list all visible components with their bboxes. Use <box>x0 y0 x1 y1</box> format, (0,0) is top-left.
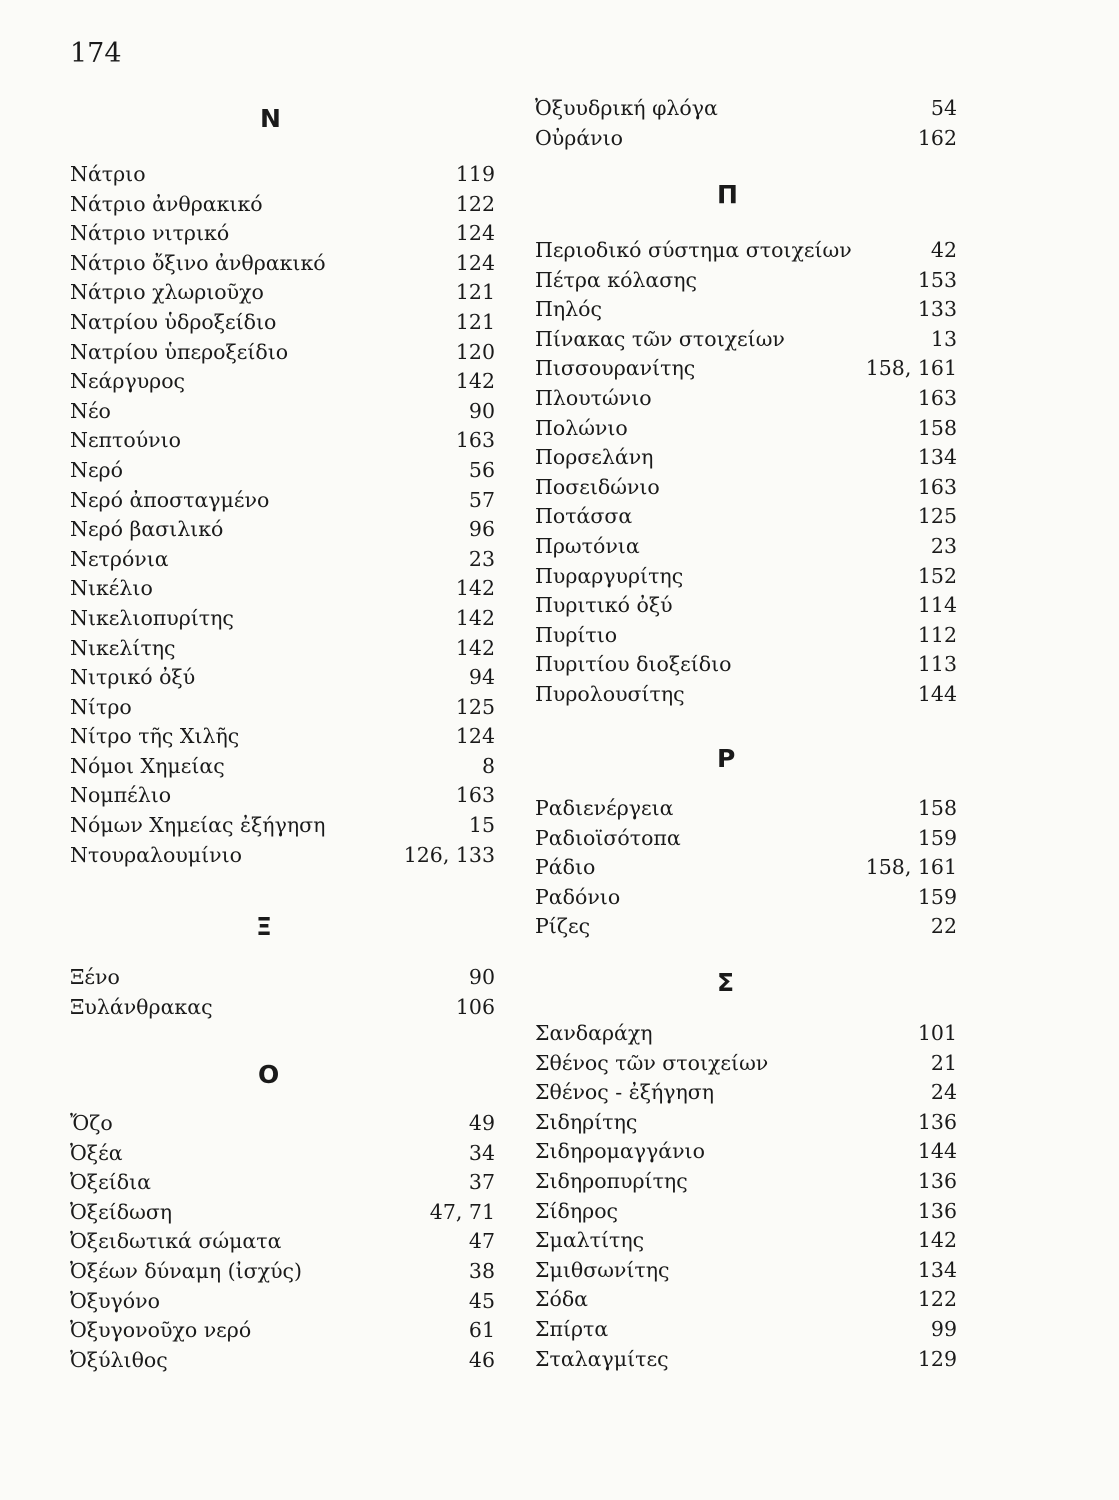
index-term: Νέο <box>70 398 111 423</box>
index-page-refs: 106 <box>455 994 495 1019</box>
index-entry <box>70 1316 495 1346</box>
index-term: Ὀξύλιθος <box>70 1347 168 1372</box>
index-page-refs: 124 <box>455 221 495 246</box>
index-entry <box>535 1345 957 1375</box>
index-page-refs: 47, 71 <box>429 1199 495 1224</box>
index-page-refs: 158, 161 <box>865 356 957 381</box>
index-term: Πυραργυρίτης <box>535 563 684 588</box>
index-page-refs: 112 <box>917 622 957 647</box>
index-term: Σπίρτα <box>535 1316 609 1341</box>
index-page-refs: 158 <box>917 796 957 820</box>
index-entry <box>535 414 957 444</box>
index-entry <box>535 883 957 913</box>
section-letter-xi: Ξ <box>256 912 272 941</box>
index-page-refs: 45 <box>468 1288 495 1313</box>
index-term: Νετρόνια <box>70 546 169 571</box>
index-entry <box>535 621 957 651</box>
index-term: Ποτάσσα <box>535 504 633 529</box>
index-page-refs: 23 <box>930 533 957 558</box>
index-entry <box>535 591 957 621</box>
index-entry <box>535 1256 957 1286</box>
index-term: Πυρίτιο <box>535 622 618 647</box>
index-page-refs: 56 <box>468 457 495 482</box>
index-entry <box>535 912 957 942</box>
index-term: Νικελίτης <box>70 635 176 660</box>
index-entry <box>535 266 957 296</box>
index-term: Ποσειδώνιο <box>535 474 660 499</box>
index-term: Νατρίου ὑδροξείδιο <box>70 309 277 334</box>
index-term: Πέτρα κόλασης <box>535 267 697 292</box>
index-entry <box>70 367 495 397</box>
index-page-refs: 158 <box>917 415 957 440</box>
index-term: Νάτριο ὄξινο ἀνθρακικό <box>70 250 326 275</box>
index-page-refs: 22 <box>930 914 957 939</box>
index-term: Ὀξέα <box>70 1140 123 1165</box>
index-entry <box>535 824 957 854</box>
index-term: Πισσουρανίτης <box>535 356 696 381</box>
index-entry <box>70 963 495 993</box>
index-entry <box>535 853 957 883</box>
index-page-refs: 163 <box>917 385 957 410</box>
index-page-refs: 94 <box>468 665 495 690</box>
index-page-refs: 61 <box>468 1318 495 1343</box>
index-term: Νικελιοπυρίτης <box>70 605 234 630</box>
index-entry <box>535 236 957 266</box>
index-page-refs: 13 <box>930 326 957 351</box>
index-entry <box>535 1108 957 1138</box>
index-term: Νικέλιο <box>70 576 153 601</box>
index-page-refs: 163 <box>455 783 495 808</box>
index-entry <box>70 308 495 338</box>
index-term: Σμαλτίτης <box>535 1228 645 1253</box>
index-entry <box>70 1227 495 1257</box>
index-entry <box>535 794 957 824</box>
index-page-refs: 38 <box>468 1258 495 1283</box>
index-term: Πυριτίου διοξείδιο <box>535 652 732 677</box>
index-page-refs: 163 <box>455 428 495 453</box>
index-entry <box>535 1019 957 1049</box>
section-sigma-entries <box>535 1019 957 1374</box>
index-page-refs: 122 <box>917 1287 957 1312</box>
index-entry <box>70 781 495 811</box>
index-entry <box>535 650 957 680</box>
index-entry <box>70 397 495 427</box>
index-entry <box>70 811 495 841</box>
section-letter-o: O <box>258 1060 280 1089</box>
index-entry <box>70 993 495 1023</box>
index-page-refs: 134 <box>917 1257 957 1282</box>
index-page-refs: 37 <box>468 1170 495 1195</box>
section-rho-entries <box>535 794 957 942</box>
index-entry <box>535 1167 957 1197</box>
index-entry <box>70 663 495 693</box>
index-entry <box>70 1346 495 1376</box>
index-page-refs: 158, 161 <box>865 855 957 880</box>
index-page-refs: 121 <box>455 309 495 334</box>
index-page-refs: 46 <box>468 1347 495 1372</box>
index-page-refs: 101 <box>917 1021 957 1045</box>
index-entry <box>535 680 957 710</box>
index-term: Νίτρο τῆς Χιλῆς <box>70 724 240 749</box>
index-entry <box>535 1315 957 1345</box>
index-entry <box>535 1226 957 1256</box>
index-term: Ξένο <box>70 965 120 989</box>
index-entry <box>70 219 495 249</box>
section-letter-sigma: Σ <box>717 968 735 997</box>
index-page-refs: 159 <box>917 825 957 850</box>
index-entry <box>535 443 957 473</box>
index-page-refs: 49 <box>468 1111 495 1135</box>
index-term: Πρωτόνια <box>535 533 640 558</box>
index-term: Νίτρο <box>70 694 132 719</box>
index-term: Ξυλάνθρακας <box>70 994 213 1019</box>
index-page-refs: 34 <box>468 1140 495 1165</box>
section-letter-rho: P <box>717 744 736 773</box>
index-term: Σθένος τῶν στοιχείων <box>535 1050 769 1075</box>
index-term: Ὀξυυδρική φλόγα <box>535 96 718 120</box>
index-entry <box>535 1197 957 1227</box>
index-entry <box>70 841 495 871</box>
index-entry <box>70 426 495 456</box>
index-term: Νατρίου ὑπεροξείδιο <box>70 339 289 364</box>
index-term: Νομπέλιο <box>70 783 172 808</box>
index-term: Νόμοι Χημείας <box>70 753 225 778</box>
index-term: Σθένος - ἐξήγηση <box>535 1080 715 1105</box>
index-term: Πολώνιο <box>535 415 628 440</box>
index-term: Νεπτούνιο <box>70 428 182 453</box>
index-term: Πυρολουσίτης <box>535 681 685 706</box>
index-entry <box>535 562 957 592</box>
index-entry <box>70 1139 495 1169</box>
index-term: Οὐράνιο <box>535 125 624 150</box>
index-entry <box>535 94 957 124</box>
index-page-refs: 24 <box>930 1080 957 1105</box>
index-term: Νεάργυρος <box>70 369 186 394</box>
index-page-refs: 121 <box>455 280 495 305</box>
index-entry <box>70 249 495 279</box>
index-page-refs: 136 <box>917 1109 957 1134</box>
index-entry <box>70 486 495 516</box>
index-page-refs: 142 <box>455 369 495 394</box>
index-entry <box>70 190 495 220</box>
index-entry <box>70 1257 495 1287</box>
index-term: Σίδηρος <box>535 1198 619 1223</box>
index-entry <box>535 354 957 384</box>
index-term: Νάτριο χλωριοῦχο <box>70 280 264 305</box>
index-page-refs: 90 <box>468 965 495 989</box>
index-page-refs: 54 <box>930 96 957 120</box>
index-term: Νερό ἀποσταγμένο <box>70 487 270 512</box>
index-term: Πηλός <box>535 297 602 322</box>
section-letter-pi: Π <box>717 180 738 209</box>
index-entry <box>70 160 495 190</box>
index-entry <box>535 473 957 503</box>
index-term: Ὀξείδωση <box>70 1199 173 1224</box>
index-page-refs: 153 <box>917 267 957 292</box>
index-page-refs: 136 <box>917 1168 957 1193</box>
index-entry <box>70 1109 495 1139</box>
section-o-continued-entries <box>535 94 957 153</box>
section-pi-entries <box>535 236 957 710</box>
index-entry <box>535 325 957 355</box>
index-term: Νόμων Χημείας ἐξήγηση <box>70 813 326 838</box>
index-term: Ὄζο <box>70 1111 113 1135</box>
index-page-refs: 15 <box>468 813 495 838</box>
index-term: Σιδηρίτης <box>535 1109 638 1134</box>
index-entry <box>70 574 495 604</box>
index-entry <box>70 634 495 664</box>
index-page-refs: 142 <box>917 1228 957 1253</box>
index-term: Νάτριο ἀνθρακικό <box>70 191 263 216</box>
index-term: Σμιθσωνίτης <box>535 1257 670 1282</box>
section-o-entries <box>70 1109 495 1375</box>
index-page-refs: 47 <box>468 1229 495 1254</box>
index-term: Νερό <box>70 457 123 482</box>
index-page-refs: 159 <box>917 884 957 909</box>
index-term: Σιδηροπυρίτης <box>535 1168 688 1193</box>
index-term: Ὀξείδια <box>70 1170 151 1195</box>
index-page-refs: 124 <box>455 724 495 749</box>
index-entry <box>70 1198 495 1228</box>
index-entry <box>70 456 495 486</box>
index-page-refs: 57 <box>468 487 495 512</box>
index-page-refs: 144 <box>917 681 957 706</box>
index-term: Πλουτώνιο <box>535 385 652 410</box>
index-entry <box>70 752 495 782</box>
index-term: Πορσελάνη <box>535 445 654 470</box>
section-letter-n: N <box>260 104 281 133</box>
index-entry <box>70 338 495 368</box>
index-page-refs: 134 <box>917 445 957 470</box>
index-page-refs: 142 <box>455 605 495 630</box>
index-term: Περιοδικό σύστημα στοιχείων <box>535 238 852 262</box>
index-page-refs: 119 <box>455 162 495 186</box>
index-page-refs: 23 <box>468 546 495 571</box>
index-entry <box>535 384 957 414</box>
index-entry <box>70 693 495 723</box>
index-term: Ραδόνιο <box>535 884 621 909</box>
index-term: Ντουραλουμίνιο <box>70 842 242 867</box>
index-entry <box>535 1049 957 1079</box>
index-page-refs: 162 <box>917 125 957 150</box>
index-term: Ὀξυγόνο <box>70 1288 160 1313</box>
index-page-refs: 124 <box>455 250 495 275</box>
index-term: Ραδιενέργεια <box>535 796 674 820</box>
index-term: Πίνακας τῶν στοιχείων <box>535 326 785 351</box>
index-page-refs: 133 <box>917 297 957 322</box>
index-term: Νάτριο νιτρικό <box>70 221 230 246</box>
index-term: Ὀξυγονοῦχο νερό <box>70 1318 252 1343</box>
index-entry <box>70 515 495 545</box>
index-term: Νερό βασιλικό <box>70 517 224 542</box>
index-entry <box>70 545 495 575</box>
index-page-refs: 8 <box>481 753 495 778</box>
index-page-refs: 142 <box>455 576 495 601</box>
index-page-refs: 125 <box>917 504 957 529</box>
index-entry <box>70 1168 495 1198</box>
index-page-refs: 114 <box>917 593 957 618</box>
index-entry <box>70 722 495 752</box>
index-term: Σανδαράχη <box>535 1021 653 1045</box>
index-entry <box>535 1078 957 1108</box>
index-page-refs: 21 <box>930 1050 957 1075</box>
index-entry <box>70 278 495 308</box>
index-term: Ράδιο <box>535 855 596 880</box>
index-term: Νάτριο <box>70 162 146 186</box>
index-term: Ρίζες <box>535 914 591 939</box>
index-entry <box>535 1285 957 1315</box>
index-term: Σιδηρομαγγάνιο <box>535 1139 705 1164</box>
index-page-refs: 142 <box>455 635 495 660</box>
index-page-refs: 113 <box>917 652 957 677</box>
index-entry <box>535 502 957 532</box>
index-page-refs: 125 <box>455 694 495 719</box>
index-page-refs: 96 <box>468 517 495 542</box>
index-page-refs: 126, 133 <box>403 842 495 867</box>
index-page-refs: 122 <box>455 191 495 216</box>
section-n-entries <box>70 160 495 870</box>
section-xi-entries <box>70 963 495 1022</box>
index-page-refs: 120 <box>455 339 495 364</box>
index-entry <box>535 295 957 325</box>
index-term: Σόδα <box>535 1287 589 1312</box>
index-term: Νιτρικό ὀξύ <box>70 665 196 690</box>
index-entry <box>70 1287 495 1317</box>
page-number: 174 <box>70 38 122 69</box>
index-page-refs: 42 <box>930 238 957 262</box>
index-term: Ὀξειδωτικά σώματα <box>70 1229 282 1254</box>
index-page-refs: 152 <box>917 563 957 588</box>
index-entry <box>535 124 957 154</box>
index-page-refs: 90 <box>468 398 495 423</box>
index-term: Σταλαγμίτες <box>535 1346 669 1371</box>
index-page-refs: 144 <box>917 1139 957 1164</box>
index-page-refs: 99 <box>930 1316 957 1341</box>
index-page-refs: 163 <box>917 474 957 499</box>
index-page-refs: 129 <box>917 1346 957 1371</box>
index-entry <box>535 1137 957 1167</box>
index-term: Πυριτικό ὀξύ <box>535 593 673 618</box>
index-term: Ραδιοϊσότοπα <box>535 825 681 850</box>
index-page-refs: 136 <box>917 1198 957 1223</box>
index-term: Ὀξέων δύναμη (ἰσχύς) <box>70 1258 303 1283</box>
index-entry <box>70 604 495 634</box>
index-entry <box>535 532 957 562</box>
